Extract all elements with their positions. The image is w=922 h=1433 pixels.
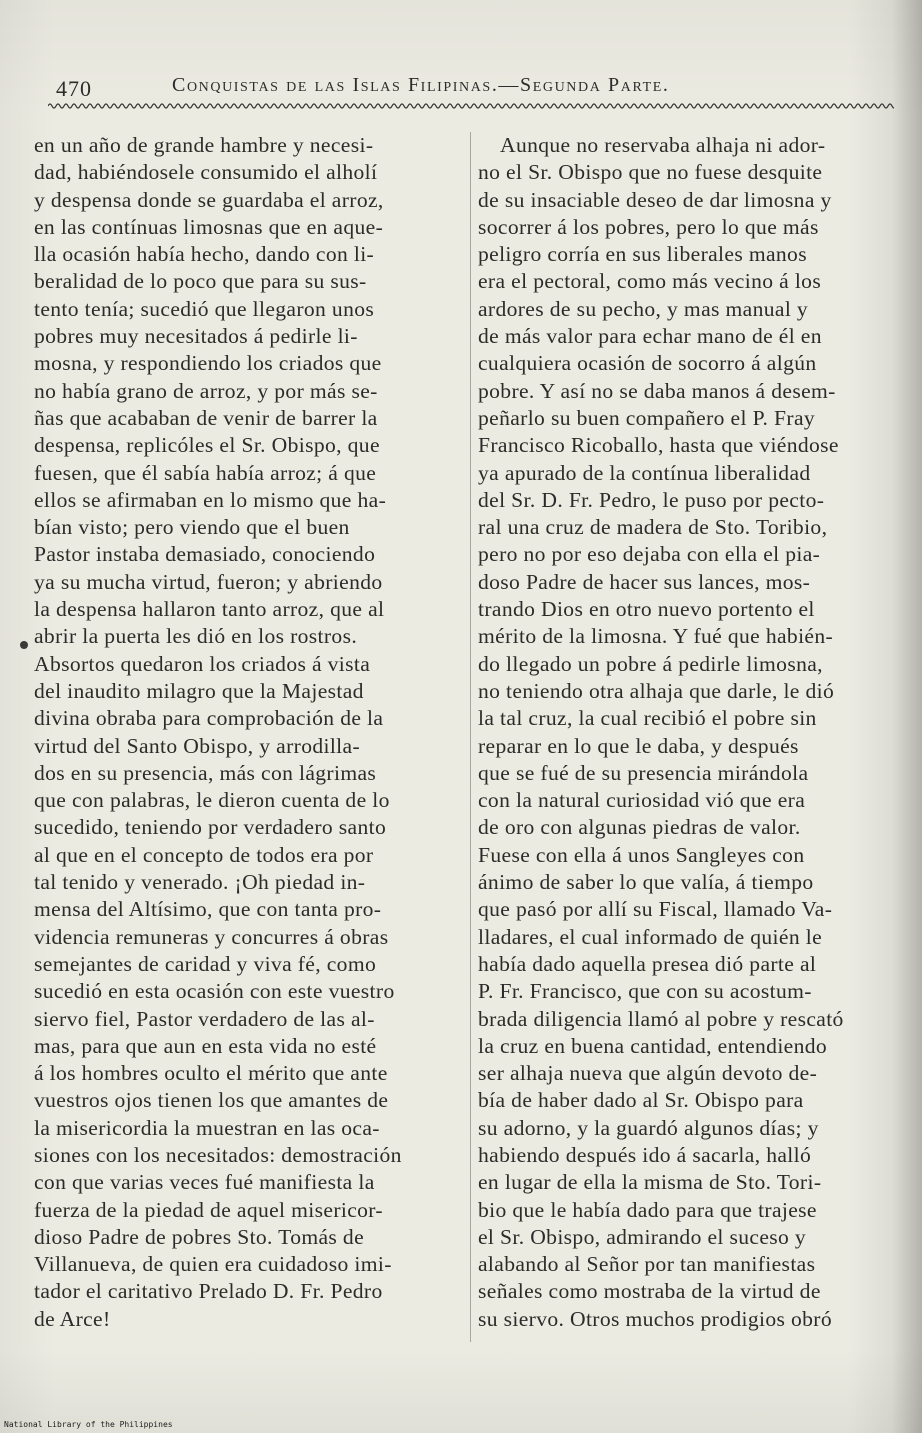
text-line: socorrer á los pobres, pero lo que más [478,214,819,239]
footer-credit: National Library of the Philippines [4,1420,173,1429]
text-line: sucedió en esta ocasión con este vuestro [34,979,395,1004]
text-line: despensa, replicóles el Sr. Obispo, que [34,433,380,458]
text-line: ellos se afirmaban en lo mismo que ha- [34,487,387,512]
text-line: videncia remuneras y concurres á obras [34,924,389,949]
text-line: abrir la puerta les dió en los rostros. [34,624,358,649]
left-text-column [34,132,462,1333]
text-line: do llegado un pobre á pedirle limosna, [478,651,823,676]
text-line: Aunque no reservaba alhaja ni ador- [500,133,826,157]
text-line: reparar en lo que le daba, y después [478,733,799,758]
text-line: bían visto; pero viendo que el buen [34,515,350,540]
text-line: dad, habiéndosele consumido el alholí [34,160,378,185]
text-line: doso Padre de hacer sus lances, mos- [478,569,811,594]
text-line: que con palabras, le dieron cuenta de lo [34,788,390,813]
text-line: el Sr. Obispo, admirando el suceso y [478,1224,807,1249]
text-line: en lugar de ella la misma de Sto. Tori- [478,1170,822,1195]
text-line: semejantes de caridad y viva fé, como [34,951,377,976]
right-text-column [478,132,898,1333]
text-line: ardores de su pecho, y mas manual y [478,296,809,321]
text-line: ya apurado de la contínua liberalidad [478,460,811,485]
text-line: en un año de grande hambre y necesi- [34,133,374,157]
text-line: pobre. Y así no se daba manos á desem- [478,378,836,403]
text-line: la despensa hallaron tanto arroz, que al [34,597,385,622]
text-line: no teniendo otra alhaja que darle, le dió [478,678,835,703]
text-line: habiendo después ido á sacarla, halló [478,1142,812,1167]
text-line: la misericordia la muestran en las oca- [34,1115,380,1140]
text-line: al que en el concepto de todos era por [34,842,374,867]
text-line: ánimo de saber lo que valía, á tiempo [478,870,814,895]
text-line: P. Fr. Francisco, que con su acostum- [478,979,812,1004]
text-line: pero no por eso dejaba con ella el pia- [478,542,821,567]
text-line: la tal cruz, la cual recibió el pobre sin [478,706,817,731]
text-line: beralidad de lo poco que para su sus- [34,269,367,294]
text-line: trando Dios en otro nuevo portento el [478,597,815,622]
text-line: de oro con algunas piedras de valor. [478,815,801,840]
text-line: que se fué de su presencia mirándola [478,760,809,785]
text-line: mosna, y respondiendo los criados que [34,351,382,376]
column-divider [470,132,471,1342]
text-line: dos en su presencia, más con lágrimas [34,760,377,785]
text-line: fuesen, que él sabía había arroz; á que [34,460,377,485]
text-line: que pasó por allí su Fiscal, llamado Va- [478,897,833,922]
text-line: con que varias veces fué manifiesta la [34,1170,375,1195]
text-line: había dado aquella presea dió parte al [478,951,817,976]
text-line: cualquiera ocasión de socorro á algún [478,351,817,376]
text-line: brada diligencia llamó al pobre y rescató [478,1006,844,1031]
text-line: su adorno, y la guardó algunos días; y [478,1115,819,1140]
text-line: bio que le había dado para que trajese [478,1197,817,1222]
text-line: divina obraba para comprobación de la [34,706,384,731]
text-line: virtud del Santo Obispo, y arrodilla- [34,733,361,758]
text-line: ñas que acababan de venir de barrer la [34,405,378,430]
text-line: peligro corría en sus liberales manos [478,242,807,267]
text-line: alabando al Señor por tan manifiestas [478,1252,816,1277]
text-line: ya su mucha virtud, fueron; y abriendo [34,569,383,594]
text-line: y despensa donde se guardaba el arroz, [34,187,384,212]
text-line: ral una cruz de madera de Sto. Toribio, [478,515,828,540]
text-line: sucedido, teniendo por verdadero santo [34,815,387,840]
text-line: tal tenido y venerado. ¡Oh piedad in- [34,870,366,895]
text-line: mérito de la limosna. Y fué que habién- [478,624,834,649]
text-line: en las contínuas limosnas que en aque- [34,214,384,239]
text-line: de Arce! [34,1306,111,1331]
text-line: su siervo. Otros muchos prodigios obró [478,1306,832,1331]
text-line: del inaudito milagro que la Majestad [34,678,364,703]
text-line: con la natural curiosidad vió que era [478,788,806,813]
text-line: mensa del Altísimo, que con tanta pro- [34,897,382,922]
text-line: de más valor para echar mano de él en [478,324,822,349]
text-line: Francisco Ricoballo, hasta que viéndose [478,433,839,458]
text-line: la cruz en buena cantidad, entendiendo [478,1033,828,1058]
text-line: lladares, el cual informado de quién le [478,924,823,949]
text-line: Fuese con ella á unos Sangleyes con [478,842,805,867]
text-line: á los hombres oculto el mérito que ante [34,1061,388,1086]
text-line: siones con los necesitados: demostración [34,1142,402,1167]
text-line: no el Sr. Obispo que no fuese desquite [478,160,823,185]
text-line: señales como mostraba de la virtud de [478,1279,821,1304]
text-line: Absortos quedaron los criados á vista [34,651,371,676]
text-line: tador el caritativo Prelado D. Fr. Pedro [34,1279,383,1304]
page-number: 470 [56,76,92,101]
text-line: dioso Padre de pobres Sto. Tomás de [34,1224,365,1249]
text-line: ser alhaja nueva que algún devoto de- [478,1061,818,1086]
ornamental-wavy-rule [48,100,894,112]
text-line: Villanueva, de quien era cuidadoso imi- [34,1252,392,1277]
text-line: era el pectoral, como más vecino á los [478,269,822,294]
text-line: vuestros ojos tienen los que amantes de [34,1088,389,1113]
running-title: Conquistas de las Islas Filipinas.—Segunda Parte. [172,74,670,96]
text-line: no había grano de arroz, y por más se- [34,378,378,403]
text-line: de su insaciable deseo de dar limosna y [478,187,832,212]
text-line: pobres muy necesitados á pedirle li- [34,324,358,349]
margin-bullet-mark [20,641,28,649]
text-line: tento tenía; sucedió que llegaron unos [34,296,375,321]
text-line: del Sr. D. Fr. Pedro, le puso por pecto- [478,487,825,512]
text-line: siervo fiel, Pastor verdadero de las al- [34,1006,375,1031]
text-line: mas, para que aun en esta vida no esté [34,1033,377,1058]
text-line: fuerza de la piedad de aquel misericor- [34,1197,383,1222]
text-line: lla ocasión había hecho, dando con li- [34,242,375,267]
text-line: bía de haber dado al Sr. Obispo para [478,1088,804,1113]
text-line: Pastor instaba demasiado, conociendo [34,542,376,567]
text-line: peñarlo su buen compañero el P. Fray [478,405,816,430]
